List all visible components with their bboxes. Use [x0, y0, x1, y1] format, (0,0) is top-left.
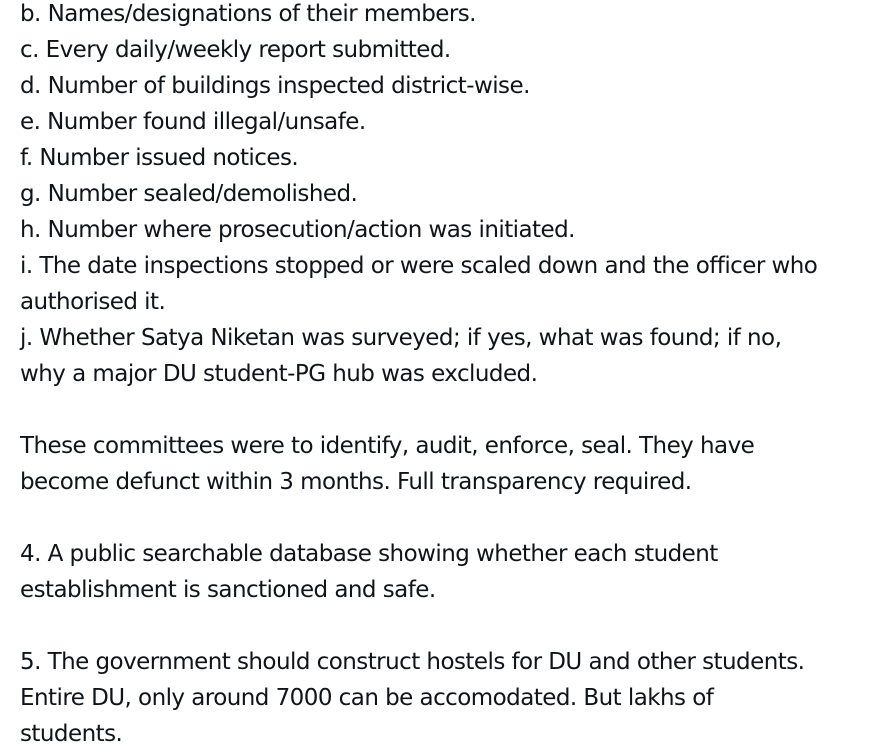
list-item: e. Number found illegal/unsafe.: [20, 109, 366, 135]
committees-paragraph-line: become defunct within 3 months. Full transparency required.: [20, 469, 692, 495]
point-4-line: 4. A public searchable database showing whether each student: [20, 541, 718, 567]
point-5-line: Entire DU, only around 7000 can be accomodated. But lakhs of: [20, 685, 714, 711]
point-5-line: 5. The government should construct hostels for DU and other students.: [20, 649, 805, 675]
paragraph-spacer: [20, 500, 880, 536]
list-item-continuation: why a major DU student-PG hub was excluded.: [20, 361, 538, 387]
committees-paragraph-line: These committees were to identify, audit, enforce, seal. They have: [20, 433, 755, 459]
post-text: [20, 0, 880, 752]
point-4-line: establishment is sanctioned and safe.: [20, 577, 436, 603]
paragraph-spacer: [20, 392, 880, 428]
list-item-continuation: authorised it.: [20, 289, 166, 315]
list-item: i. The date inspections stopped or were scaled down and the officer who: [20, 253, 818, 279]
list-item: f. Number issued notices.: [20, 145, 299, 171]
point-5-line: students.: [20, 721, 123, 747]
list-item: c. Every daily/weekly report submitted.: [20, 37, 451, 63]
list-item: j. Whether Satya Niketan was surveyed; if yes, what was found; if no,: [20, 325, 782, 351]
list-item: d. Number of buildings inspected district-wise.: [20, 73, 530, 99]
paragraph-spacer: [20, 608, 880, 644]
list-item: b. Names/designations of their members.: [20, 1, 476, 27]
list-item: g. Number sealed/demolished.: [20, 181, 358, 207]
list-item: h. Number where prosecution/action was initiated.: [20, 217, 575, 243]
